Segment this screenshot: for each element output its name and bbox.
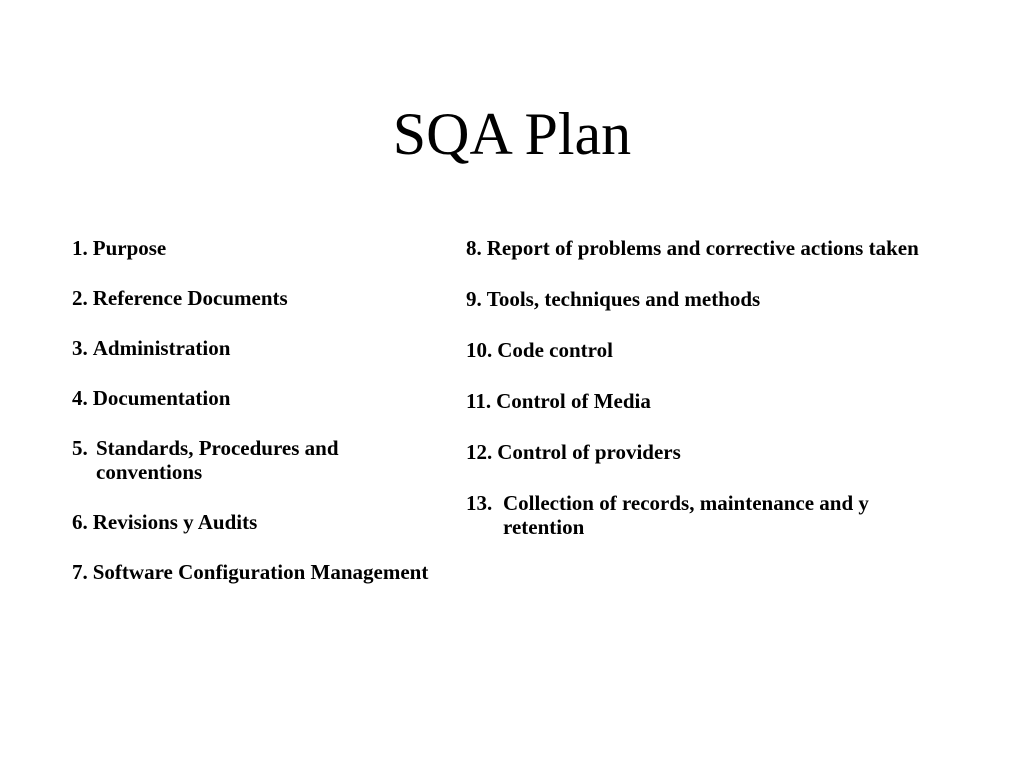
item-number: 11. <box>466 389 492 413</box>
list-item <box>72 436 402 484</box>
list-item <box>466 440 1006 464</box>
item-number: 9. <box>466 287 482 311</box>
item-text: Standards, Procedures and conventions <box>96 436 339 484</box>
list-item <box>72 560 492 584</box>
item-text: Reference Documents <box>92 286 288 310</box>
item-text: Revisions y Audits <box>92 510 258 534</box>
item-number: 4. <box>72 386 88 410</box>
item-text: Report of problems and corrective actions taken <box>486 236 919 260</box>
item-number: 13. <box>466 491 493 515</box>
slide-title: SQA Plan <box>392 101 632 167</box>
item-text: Purpose <box>92 236 167 260</box>
item-text: Code control <box>497 338 613 362</box>
item-number: 7. <box>72 560 88 584</box>
item-text: Control of Media <box>496 389 651 413</box>
item-number: 2. <box>72 286 88 310</box>
list-item <box>466 287 1006 311</box>
item-number: 6. <box>72 510 88 534</box>
list-item <box>466 236 1006 260</box>
list-item <box>466 389 1006 413</box>
list-item <box>72 386 492 410</box>
item-text: Administration <box>92 336 231 360</box>
left-list <box>72 236 492 610</box>
item-text: Software Configuration Management <box>92 560 429 584</box>
item-number: 5. <box>72 436 88 460</box>
list-item <box>466 338 1006 362</box>
item-number: 10. <box>466 338 493 362</box>
list-item <box>72 336 492 360</box>
item-text: Documentation <box>92 386 231 410</box>
list-item <box>466 491 916 539</box>
item-text: Control of providers <box>497 440 681 464</box>
list-item <box>72 236 492 260</box>
item-number: 8. <box>466 236 482 260</box>
item-text: Tools, techniques and methods <box>486 287 761 311</box>
item-number: 3. <box>72 336 88 360</box>
right-list <box>466 236 1006 566</box>
item-number: 12. <box>466 440 493 464</box>
item-number: 1. <box>72 236 88 260</box>
list-item <box>72 286 492 310</box>
list-item <box>72 510 492 534</box>
item-text: Collection of records, maintenance and y retention <box>503 491 869 539</box>
